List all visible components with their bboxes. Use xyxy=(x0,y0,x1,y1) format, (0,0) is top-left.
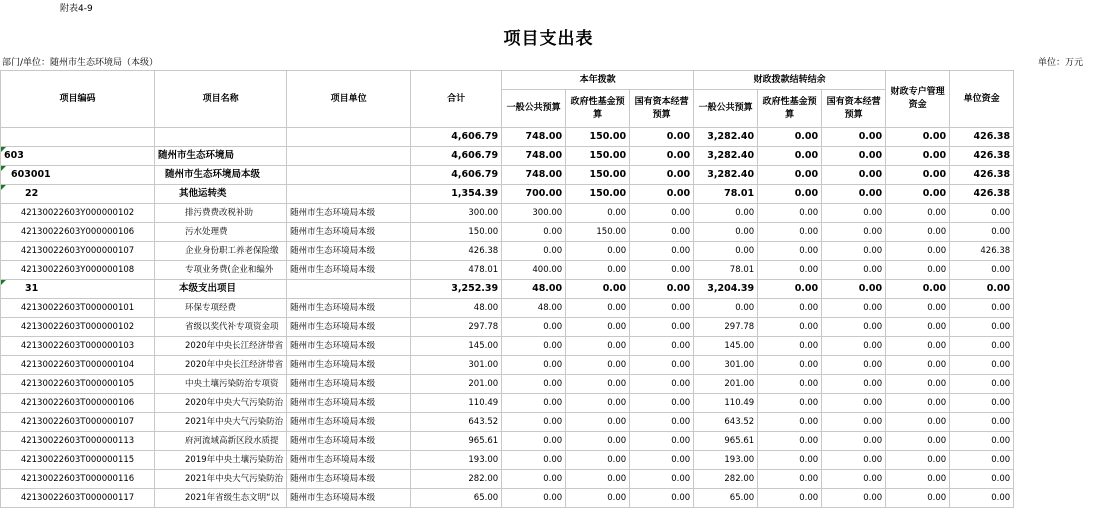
cell-value[interactable]: 193.00 xyxy=(411,451,502,470)
cell-value[interactable]: 4,606.79 xyxy=(411,147,502,166)
cell-value[interactable]: 0.00 xyxy=(758,451,822,470)
cell-unit[interactable]: 随州市生态环境局本级 xyxy=(287,318,411,337)
cell-value[interactable]: 0.00 xyxy=(950,261,1014,280)
cell-value[interactable]: 0.00 xyxy=(886,280,950,299)
cell-name[interactable]: 中央土壤污染防治专项资 xyxy=(155,375,287,394)
cell-value[interactable]: 0.00 xyxy=(886,394,950,413)
cell-value[interactable]: 3,282.40 xyxy=(694,147,758,166)
cell-value[interactable]: 0.00 xyxy=(886,337,950,356)
cell-value[interactable]: 0.00 xyxy=(950,470,1014,489)
cell-unit[interactable]: 随州市生态环境局本级 xyxy=(287,489,411,508)
cell-value[interactable]: 426.38 xyxy=(950,166,1014,185)
cell-value[interactable]: 150.00 xyxy=(566,223,630,242)
cell-code[interactable]: 42130022603T000000107 xyxy=(1,413,155,432)
cell-value[interactable]: 0.00 xyxy=(502,318,566,337)
cell-value[interactable]: 300.00 xyxy=(411,204,502,223)
cell-value[interactable]: 0.00 xyxy=(822,394,886,413)
cell-value[interactable]: 0.00 xyxy=(822,356,886,375)
cell-name[interactable]: 2020年中央长江经济带省 xyxy=(155,356,287,375)
cell-name[interactable]: 2020年中央大气污染防治 xyxy=(155,394,287,413)
cell-value[interactable]: 0.00 xyxy=(566,432,630,451)
cell-value[interactable]: 0.00 xyxy=(630,318,694,337)
cell-unit[interactable]: 随州市生态环境局本级 xyxy=(287,470,411,489)
cell-value[interactable]: 0.00 xyxy=(886,185,950,204)
cell-name[interactable]: 排污费费改税补助 xyxy=(155,204,287,223)
cell-value[interactable]: 0.00 xyxy=(758,204,822,223)
cell-code[interactable]: 42130022603T000000106 xyxy=(1,394,155,413)
header-carry-general-budget[interactable]: 一般公共预算 xyxy=(694,90,758,128)
cell-unit[interactable]: 随州市生态环境局本级 xyxy=(287,394,411,413)
cell-value[interactable]: 0.00 xyxy=(694,223,758,242)
cell-name[interactable]: 企业身份职工养老保险缴 xyxy=(155,242,287,261)
table-row[interactable] xyxy=(1,128,1014,147)
cell-value[interactable]: 0.00 xyxy=(566,337,630,356)
table-row[interactable] xyxy=(1,394,1014,413)
cell-value[interactable]: 0.00 xyxy=(758,280,822,299)
cell-value[interactable]: 0.00 xyxy=(758,394,822,413)
cell-value[interactable]: 0.00 xyxy=(886,128,950,147)
cell-code[interactable]: 42130022603T000000115 xyxy=(1,451,155,470)
cell-value[interactable]: 0.00 xyxy=(502,489,566,508)
cell-value[interactable]: 150.00 xyxy=(566,147,630,166)
cell-name[interactable]: 2021年中央大气污染防治 xyxy=(155,413,287,432)
cell-value[interactable]: 3,204.39 xyxy=(694,280,758,299)
cell-value[interactable]: 0.00 xyxy=(822,242,886,261)
header-carry-gov-fund[interactable]: 政府性基金预算 xyxy=(758,90,822,128)
cell-value[interactable]: 0.00 xyxy=(630,299,694,318)
cell-value[interactable]: 0.00 xyxy=(950,394,1014,413)
cell-value[interactable]: 4,606.79 xyxy=(411,128,502,147)
cell-value[interactable]: 297.78 xyxy=(411,318,502,337)
table-row[interactable] xyxy=(1,470,1014,489)
cell-value[interactable]: 0.00 xyxy=(950,204,1014,223)
table-row[interactable] xyxy=(1,280,1014,299)
cell-value[interactable]: 0.00 xyxy=(886,470,950,489)
header-name[interactable]: 项目名称 xyxy=(155,71,287,128)
cell-unit[interactable] xyxy=(287,147,411,166)
cell-value[interactable]: 0.00 xyxy=(630,394,694,413)
cell-code[interactable]: 42130022603T000000113 xyxy=(1,432,155,451)
cell-value[interactable]: 426.38 xyxy=(950,242,1014,261)
cell-value[interactable]: 0.00 xyxy=(630,223,694,242)
cell-value[interactable]: 0.00 xyxy=(630,375,694,394)
cell-value[interactable]: 0.00 xyxy=(886,318,950,337)
cell-value[interactable]: 0.00 xyxy=(950,318,1014,337)
cell-value[interactable]: 3,282.40 xyxy=(694,128,758,147)
cell-unit[interactable]: 随州市生态环境局本级 xyxy=(287,451,411,470)
cell-value[interactable]: 0.00 xyxy=(502,394,566,413)
cell-value[interactable]: 0.00 xyxy=(566,413,630,432)
cell-value[interactable]: 700.00 xyxy=(502,185,566,204)
cell-value[interactable]: 965.61 xyxy=(411,432,502,451)
cell-value[interactable]: 0.00 xyxy=(886,223,950,242)
cell-unit[interactable] xyxy=(287,185,411,204)
cell-value[interactable]: 48.00 xyxy=(411,299,502,318)
header-group-current[interactable]: 本年拨款 xyxy=(502,71,694,90)
cell-value[interactable]: 0.00 xyxy=(566,261,630,280)
cell-value[interactable]: 0.00 xyxy=(822,204,886,223)
cell-value[interactable]: 0.00 xyxy=(950,432,1014,451)
cell-value[interactable]: 0.00 xyxy=(630,451,694,470)
cell-code[interactable]: 42130022603Y000000102 xyxy=(1,204,155,223)
cell-code[interactable]: 42130022603T000000116 xyxy=(1,470,155,489)
cell-unit[interactable] xyxy=(287,280,411,299)
table-row[interactable] xyxy=(1,242,1014,261)
cell-value[interactable]: 282.00 xyxy=(411,470,502,489)
cell-value[interactable]: 0.00 xyxy=(950,223,1014,242)
page-title: 项目支出表 xyxy=(503,29,594,49)
cell-value[interactable]: 0.00 xyxy=(630,147,694,166)
cell-value[interactable]: 0.00 xyxy=(822,128,886,147)
cell-value[interactable]: 0.00 xyxy=(886,242,950,261)
cell-value[interactable]: 78.01 xyxy=(694,261,758,280)
cell-name[interactable] xyxy=(155,128,287,147)
cell-code[interactable]: 42130022603Y000000106 xyxy=(1,223,155,242)
unit-label: 单位：万元 xyxy=(1037,58,1083,68)
table-row[interactable] xyxy=(1,204,1014,223)
cell-value[interactable]: 1,354.39 xyxy=(411,185,502,204)
header-gov-fund[interactable]: 政府性基金预算 xyxy=(566,90,630,128)
cell-value[interactable]: 0.00 xyxy=(566,394,630,413)
cell-name[interactable]: 其他运转类 xyxy=(155,185,287,204)
cell-code[interactable]: 31 xyxy=(1,280,155,299)
cell-value[interactable]: 282.00 xyxy=(694,470,758,489)
cell-value[interactable]: 0.00 xyxy=(886,489,950,508)
table-row[interactable] xyxy=(1,185,1014,204)
cell-unit[interactable]: 随州市生态环境局本级 xyxy=(287,299,411,318)
cell-value[interactable]: 0.00 xyxy=(566,280,630,299)
cell-value[interactable]: 0.00 xyxy=(822,451,886,470)
cell-value[interactable]: 65.00 xyxy=(694,489,758,508)
table-row[interactable] xyxy=(1,261,1014,280)
table-row[interactable] xyxy=(1,489,1014,508)
cell-value[interactable]: 0.00 xyxy=(630,128,694,147)
table-row[interactable] xyxy=(1,451,1014,470)
cell-value[interactable]: 3,282.40 xyxy=(694,166,758,185)
cell-value[interactable]: 0.00 xyxy=(822,261,886,280)
cell-value[interactable]: 3,252.39 xyxy=(411,280,502,299)
header-unit-funds[interactable]: 单位资金 xyxy=(950,71,1014,128)
cell-value[interactable]: 0.00 xyxy=(758,375,822,394)
cell-value[interactable]: 0.00 xyxy=(566,299,630,318)
cell-value[interactable]: 0.00 xyxy=(502,356,566,375)
cell-value[interactable]: 426.38 xyxy=(950,185,1014,204)
cell-value[interactable]: 150.00 xyxy=(566,166,630,185)
cell-value[interactable]: 0.00 xyxy=(502,242,566,261)
cell-value[interactable]: 0.00 xyxy=(822,432,886,451)
cell-value[interactable]: 0.00 xyxy=(758,299,822,318)
cell-code[interactable]: 22 xyxy=(1,185,155,204)
cell-value[interactable]: 301.00 xyxy=(694,356,758,375)
cell-value[interactable]: 145.00 xyxy=(411,337,502,356)
cell-value[interactable]: 0.00 xyxy=(822,223,886,242)
cell-value[interactable]: 426.38 xyxy=(950,147,1014,166)
cell-name[interactable]: 本级支出项目 xyxy=(155,280,287,299)
cell-value[interactable]: 48.00 xyxy=(502,280,566,299)
cell-value[interactable]: 0.00 xyxy=(950,299,1014,318)
cell-value[interactable]: 0.00 xyxy=(886,413,950,432)
cell-value[interactable]: 0.00 xyxy=(886,299,950,318)
cell-code[interactable]: 42130022603T000000103 xyxy=(1,337,155,356)
cell-value[interactable]: 0.00 xyxy=(822,318,886,337)
cell-value[interactable]: 0.00 xyxy=(758,489,822,508)
cell-value[interactable]: 0.00 xyxy=(758,318,822,337)
cell-value[interactable]: 0.00 xyxy=(886,375,950,394)
cell-name[interactable]: 府河流域高新区段水质提 xyxy=(155,432,287,451)
cell-value[interactable]: 478.01 xyxy=(411,261,502,280)
table-row[interactable] xyxy=(1,356,1014,375)
cell-value[interactable]: 748.00 xyxy=(502,147,566,166)
cell-code[interactable]: 42130022603T000000102 xyxy=(1,318,155,337)
cell-code[interactable]: 42130022603T000000105 xyxy=(1,375,155,394)
cell-value[interactable]: 0.00 xyxy=(566,356,630,375)
cell-value[interactable]: 0.00 xyxy=(502,337,566,356)
cell-value[interactable]: 0.00 xyxy=(630,204,694,223)
cell-value[interactable]: 0.00 xyxy=(502,413,566,432)
cell-value[interactable]: 0.00 xyxy=(758,432,822,451)
cell-value[interactable]: 0.00 xyxy=(822,185,886,204)
cell-value[interactable]: 0.00 xyxy=(758,223,822,242)
cell-value[interactable]: 965.61 xyxy=(694,432,758,451)
cell-value[interactable]: 0.00 xyxy=(566,204,630,223)
cell-value[interactable]: 0.00 xyxy=(950,451,1014,470)
project-expense-table xyxy=(0,70,1014,508)
cell-value[interactable]: 150.00 xyxy=(566,185,630,204)
cell-value[interactable]: 48.00 xyxy=(502,299,566,318)
cell-value[interactable]: 0.00 xyxy=(502,375,566,394)
cell-value[interactable]: 426.38 xyxy=(950,128,1014,147)
cell-unit[interactable]: 随州市生态环境局本级 xyxy=(287,337,411,356)
cell-value[interactable]: 0.00 xyxy=(758,413,822,432)
cell-unit[interactable] xyxy=(287,166,411,185)
table-row[interactable] xyxy=(1,432,1014,451)
cell-name[interactable]: 省级以奖代补专项资金项 xyxy=(155,318,287,337)
cell-value[interactable]: 0.00 xyxy=(886,261,950,280)
cell-value[interactable]: 300.00 xyxy=(502,204,566,223)
cell-value[interactable]: 201.00 xyxy=(411,375,502,394)
cell-value[interactable]: 0.00 xyxy=(758,242,822,261)
cell-value[interactable]: 0.00 xyxy=(758,470,822,489)
table-row[interactable] xyxy=(1,337,1014,356)
cell-name[interactable]: 2020年中央长江经济带省 xyxy=(155,337,287,356)
cell-value[interactable]: 4,606.79 xyxy=(411,166,502,185)
cell-value[interactable]: 0.00 xyxy=(822,299,886,318)
header-total[interactable]: 合计 xyxy=(411,71,502,128)
cell-value[interactable]: 110.49 xyxy=(694,394,758,413)
cell-value[interactable]: 0.00 xyxy=(502,432,566,451)
cell-value[interactable]: 748.00 xyxy=(502,166,566,185)
cell-value[interactable]: 65.00 xyxy=(411,489,502,508)
cell-value[interactable]: 0.00 xyxy=(822,166,886,185)
cell-value[interactable]: 0.00 xyxy=(566,489,630,508)
table-row[interactable] xyxy=(1,223,1014,242)
cell-name[interactable]: 污水处理费 xyxy=(155,223,287,242)
table-row[interactable] xyxy=(1,318,1014,337)
table-row[interactable] xyxy=(1,375,1014,394)
cell-value[interactable]: 0.00 xyxy=(822,489,886,508)
cell-name[interactable]: 环保专项经费 xyxy=(155,299,287,318)
table-row[interactable] xyxy=(1,299,1014,318)
header-unit[interactable]: 项目单位 xyxy=(287,71,411,128)
cell-unit[interactable]: 随州市生态环境局本级 xyxy=(287,375,411,394)
cell-value[interactable]: 0.00 xyxy=(502,223,566,242)
cell-unit[interactable]: 随州市生态环境局本级 xyxy=(287,223,411,242)
cell-value[interactable]: 643.52 xyxy=(694,413,758,432)
cell-value[interactable]: 0.00 xyxy=(694,299,758,318)
header-code[interactable]: 项目编码 xyxy=(1,71,155,128)
cell-value[interactable]: 0.00 xyxy=(630,166,694,185)
cell-value[interactable]: 0.00 xyxy=(822,337,886,356)
cell-value[interactable]: 201.00 xyxy=(694,375,758,394)
cell-name[interactable]: 随州市生态环境局本级 xyxy=(155,166,287,185)
cell-value[interactable]: 0.00 xyxy=(758,356,822,375)
cell-value[interactable]: 0.00 xyxy=(566,375,630,394)
header-carry-state-capital[interactable]: 国有资本经营预算 xyxy=(822,90,886,128)
cell-value[interactable]: 0.00 xyxy=(694,242,758,261)
cell-value[interactable]: 150.00 xyxy=(411,223,502,242)
cell-value[interactable]: 301.00 xyxy=(411,356,502,375)
cell-value[interactable]: 0.00 xyxy=(694,204,758,223)
cell-value[interactable]: 643.52 xyxy=(411,413,502,432)
cell-value[interactable]: 0.00 xyxy=(566,242,630,261)
cell-value[interactable]: 0.00 xyxy=(822,375,886,394)
cell-value[interactable]: 0.00 xyxy=(950,356,1014,375)
cell-value[interactable]: 0.00 xyxy=(886,451,950,470)
cell-value[interactable]: 145.00 xyxy=(694,337,758,356)
header-general-budget[interactable]: 一般公共预算 xyxy=(502,90,566,128)
cell-value[interactable]: 0.00 xyxy=(950,280,1014,299)
cell-value[interactable]: 0.00 xyxy=(950,413,1014,432)
cell-value[interactable]: 0.00 xyxy=(502,451,566,470)
cell-unit[interactable]: 随州市生态环境局本级 xyxy=(287,204,411,223)
cell-value[interactable]: 0.00 xyxy=(630,185,694,204)
cell-value[interactable]: 0.00 xyxy=(758,185,822,204)
cell-value[interactable]: 0.00 xyxy=(886,147,950,166)
header-state-capital[interactable]: 国有资本经营预算 xyxy=(630,90,694,128)
table-row[interactable] xyxy=(1,166,1014,185)
cell-value[interactable]: 0.00 xyxy=(886,356,950,375)
cell-value[interactable]: 0.00 xyxy=(566,451,630,470)
cell-name[interactable]: 随州市生态环境局 xyxy=(155,147,287,166)
cell-value[interactable]: 0.00 xyxy=(630,242,694,261)
cell-value[interactable]: 0.00 xyxy=(502,470,566,489)
cell-value[interactable]: 297.78 xyxy=(694,318,758,337)
cell-code[interactable]: 42130022603T000000101 xyxy=(1,299,155,318)
cell-code[interactable]: 603001 xyxy=(1,166,155,185)
cell-name[interactable]: 2019年中央土壤污染防治 xyxy=(155,451,287,470)
cell-value[interactable]: 0.00 xyxy=(886,204,950,223)
cell-value[interactable]: 0.00 xyxy=(630,489,694,508)
cell-value[interactable]: 0.00 xyxy=(758,128,822,147)
cell-value[interactable]: 400.00 xyxy=(502,261,566,280)
cell-value[interactable]: 0.00 xyxy=(822,413,886,432)
cell-value[interactable]: 0.00 xyxy=(758,147,822,166)
header-special-mgmt[interactable]: 财政专户管理资金 xyxy=(886,71,950,128)
cell-value[interactable]: 0.00 xyxy=(758,337,822,356)
cell-name[interactable]: 2021年省级生态文明“以 xyxy=(155,489,287,508)
cell-name[interactable]: 专项业务费(企业和编外 xyxy=(155,261,287,280)
cell-value[interactable]: 748.00 xyxy=(502,128,566,147)
cell-value[interactable]: 0.00 xyxy=(950,375,1014,394)
cell-value[interactable]: 0.00 xyxy=(630,432,694,451)
cell-value[interactable]: 0.00 xyxy=(822,470,886,489)
cell-value[interactable]: 110.49 xyxy=(411,394,502,413)
cell-value[interactable]: 0.00 xyxy=(566,470,630,489)
cell-code[interactable]: 42130022603T000000104 xyxy=(1,356,155,375)
cell-value[interactable]: 0.00 xyxy=(950,489,1014,508)
cell-value[interactable]: 426.38 xyxy=(411,242,502,261)
cell-unit[interactable]: 随州市生态环境局本级 xyxy=(287,432,411,451)
cell-code[interactable]: 42130022603T000000117 xyxy=(1,489,155,508)
cell-unit[interactable] xyxy=(287,128,411,147)
cell-value[interactable]: 0.00 xyxy=(886,166,950,185)
cell-unit[interactable]: 随州市生态环境局本级 xyxy=(287,356,411,375)
cell-value[interactable]: 78.01 xyxy=(694,185,758,204)
cell-code[interactable]: 42130022603Y000000107 xyxy=(1,242,155,261)
cell-code[interactable] xyxy=(1,128,155,147)
cell-value[interactable]: 150.00 xyxy=(566,128,630,147)
cell-unit[interactable]: 随州市生态环境局本级 xyxy=(287,261,411,280)
department-label: 部门/单位：随州市生态环境局（本级） xyxy=(2,58,159,68)
cell-value[interactable]: 0.00 xyxy=(950,337,1014,356)
cell-value[interactable]: 0.00 xyxy=(630,337,694,356)
table-row[interactable] xyxy=(1,147,1014,166)
header-group-carry[interactable]: 财政拨款结转结余 xyxy=(694,71,886,90)
cell-value[interactable]: 0.00 xyxy=(758,261,822,280)
cell-value[interactable]: 0.00 xyxy=(630,280,694,299)
cell-value[interactable]: 193.00 xyxy=(694,451,758,470)
cell-name[interactable]: 2021年中央大气污染防治 xyxy=(155,470,287,489)
cell-code[interactable]: 42130022603Y000000108 xyxy=(1,261,155,280)
cell-value[interactable]: 0.00 xyxy=(758,166,822,185)
attachment-label: 附表4-9 xyxy=(60,4,93,14)
cell-value[interactable]: 0.00 xyxy=(566,318,630,337)
table-row[interactable] xyxy=(1,413,1014,432)
cell-value[interactable]: 0.00 xyxy=(630,413,694,432)
cell-value[interactable]: 0.00 xyxy=(630,356,694,375)
cell-value[interactable]: 0.00 xyxy=(822,147,886,166)
cell-code[interactable]: 603 xyxy=(1,147,155,166)
cell-value[interactable]: 0.00 xyxy=(886,432,950,451)
cell-value[interactable]: 0.00 xyxy=(630,261,694,280)
cell-unit[interactable]: 随州市生态环境局本级 xyxy=(287,413,411,432)
cell-unit[interactable]: 随州市生态环境局本级 xyxy=(287,242,411,261)
cell-value[interactable]: 0.00 xyxy=(630,470,694,489)
cell-value[interactable]: 0.00 xyxy=(822,280,886,299)
